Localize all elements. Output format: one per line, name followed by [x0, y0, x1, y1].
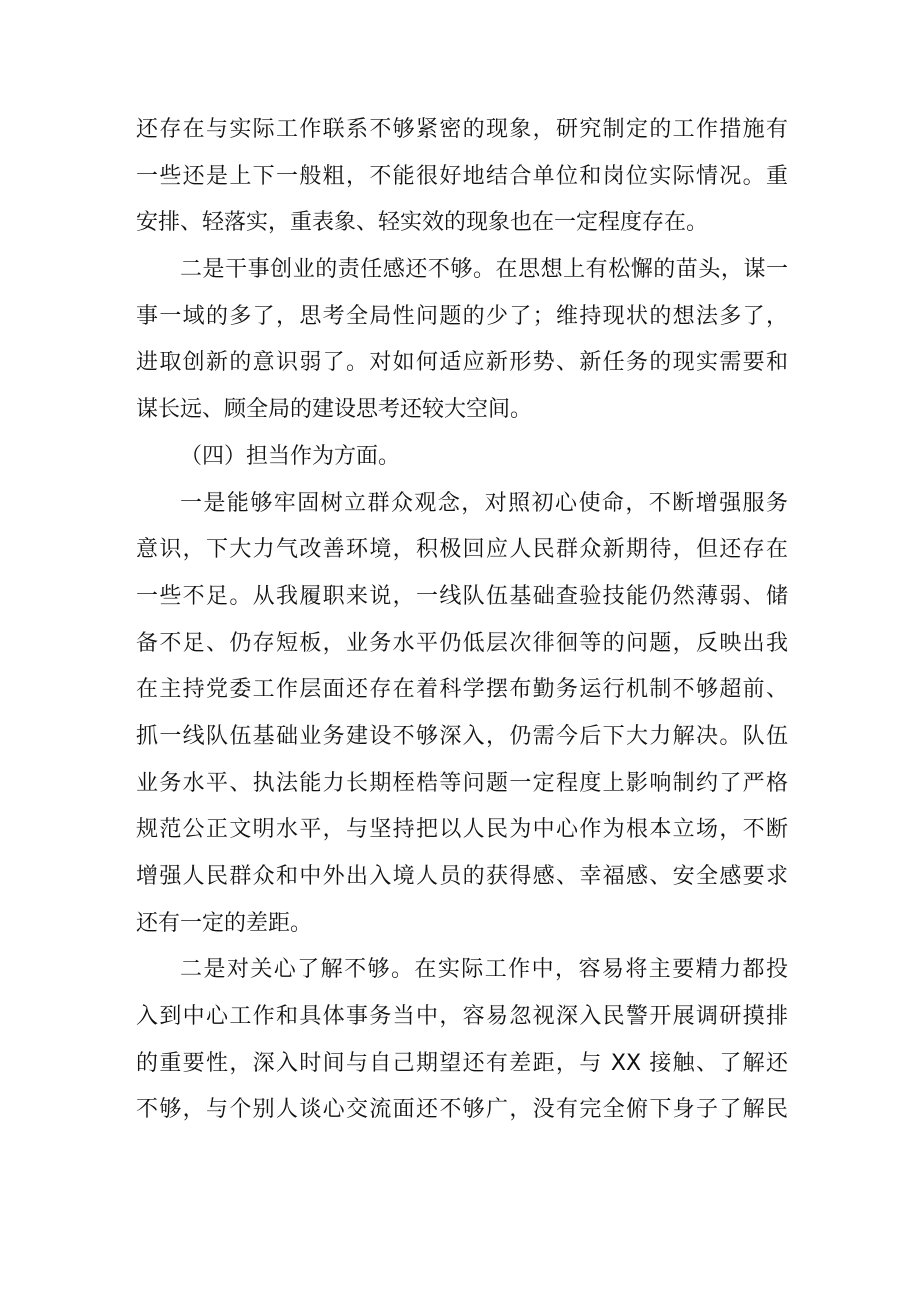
paragraph-3-line-9: 增强人民群众和中外出入境人员的获得感、幸福感、安全感要求 [136, 864, 788, 889]
paragraph-3-line-3: 一些不足。从我履职来说，一线队伍基础查验技能仍然薄弱、储 [136, 583, 788, 609]
paragraph-4-line-1: 二是对关心了解不够。在实际工作中，容易将主要精力都投 [180, 957, 788, 983]
paragraph-4-line-2: 入到中心工作和具体事务当中，容易忽视深入民警开展调研摸排 [136, 1004, 788, 1030]
paragraph-1-line-1: 还存在与实际工作联系不够紧密的现象，研究制定的工作措施有 [136, 117, 788, 142]
paragraph-2-line-3: 进取创新的意识弱了。对如何适应新形势、新任务的现实需要和 [136, 350, 788, 376]
paragraph-4-line-3: 的重要性，深入时间与自己期望还有差距，与 XX 接触、了解还 [136, 1050, 788, 1076]
paragraph-3-line-7: 业务水平、执法能力长期桎梏等问题一定程度上影响制约了严格 [136, 770, 788, 796]
document-body [136, 107, 788, 1134]
paragraph-1-line-2: 一些还是上下一般粗，不能很好地结合单位和岗位实际情况。重 [136, 163, 788, 189]
paragraph-3-line-1: 一是能够牢固树立群众观念，对照初心使命，不断增强服务 [180, 490, 788, 516]
paragraph-2-line-2: 事一域的多了，思考全局性问题的少了；维持现状的想法多了， [136, 303, 788, 329]
paragraph-3-line-5: 在主持党委工作层面还存在着科学摆布勤务运行机制不够超前、 [136, 677, 788, 703]
paragraph-2-line-1: 二是干事创业的责任感还不够。在思想上有松懈的苗头，谋一 [180, 257, 788, 283]
paragraph-3-line-2: 意识，下大力气改善环境，积极回应人民群众新期待，但还存在 [136, 537, 788, 563]
paragraph-4-line-4: 不够，与个别人谈心交流面还不够广，没有完全俯下身子了解民 [136, 1097, 788, 1123]
paragraph-3-line-10: 还有一定的差距。 [136, 910, 313, 936]
paragraph-3-line-4: 备不足、仍存短板，业务水平仍低层次徘徊等的问题，反映出我 [136, 630, 788, 656]
section-heading: （四）担当作为方面。 [180, 443, 401, 469]
paragraph-1-line-3: 安排、轻落实，重表象、轻实效的现象也在一定程度存在。 [136, 210, 709, 236]
paragraph-2-line-4: 谋长远、顾全局的建设思考还较大空间。 [136, 397, 533, 423]
paragraph-3-line-6: 抓一线队伍基础业务建设不够深入，仍需今后下大力解决。队伍 [136, 723, 788, 749]
paragraph-3-line-8: 规范公正文明水平，与坚持把以人民为中心作为根本立场，不断 [136, 817, 788, 843]
